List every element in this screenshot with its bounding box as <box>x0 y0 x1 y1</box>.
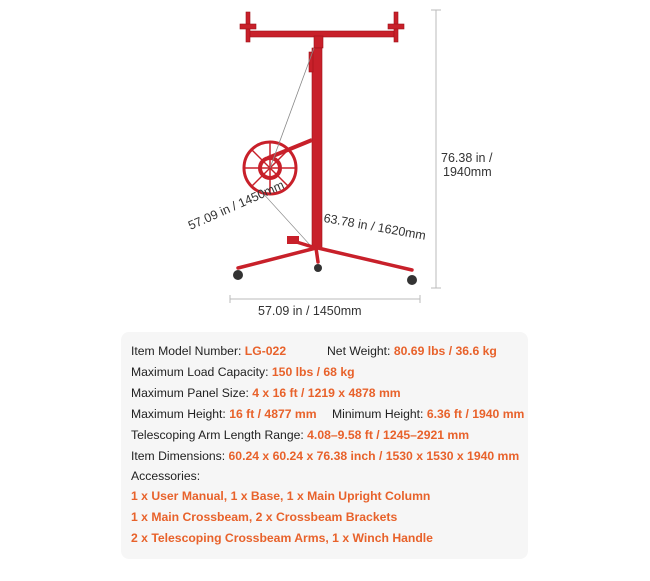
item-dimensions-value: 60.24 x 60.24 x 76.38 inch / 1530 x 1530 x 1940 mm <box>228 449 520 463</box>
model-number-label: Item Model Number: <box>131 344 245 358</box>
panel-size-value: 4 x 16 ft / 1219 x 4878 mm <box>252 386 401 400</box>
min-height-value: 6.36 ft / 1940 mm <box>426 407 525 421</box>
accessories-label: Accessories: <box>131 469 201 483</box>
load-capacity-label: Maximum Load Capacity: <box>131 365 272 379</box>
height-dimension-line2: 1940mm <box>443 165 492 180</box>
height-dimension-line <box>431 10 441 288</box>
panel-size-label: Maximum Panel Size: <box>131 386 253 400</box>
accessory-line-3: 2 x Telescoping Crossbeam Arms, 1 x Winch Handle <box>131 531 433 545</box>
spec-row-load <box>131 365 355 380</box>
spec-row-panel <box>131 386 401 401</box>
spec-row-dimensions <box>131 449 519 464</box>
accessory-line <box>131 531 433 546</box>
base-width-dimension-line <box>230 295 420 303</box>
height-dimension-label <box>441 151 492 180</box>
accessory-line-1: 1 x User Manual, 1 x Base, 1 x Main Upright Column <box>131 489 431 503</box>
spec-row-height <box>131 407 525 422</box>
accessory-line <box>131 489 430 504</box>
spec-row-model <box>131 344 497 359</box>
tripod-base <box>238 240 412 270</box>
arm-length-label: Telescoping Arm Length Range: <box>131 428 308 442</box>
left-diagonal-label: 57.09 in / 1450mm <box>186 177 287 233</box>
accessory-line <box>131 510 397 525</box>
spec-row-arm <box>131 428 469 443</box>
caster-wheels <box>233 264 417 285</box>
max-height-label: Maximum Height: <box>131 407 230 421</box>
specifications-card <box>121 332 528 559</box>
lift-frame <box>240 12 404 248</box>
accessories-heading <box>131 469 200 484</box>
model-number-value: LG-022 <box>244 344 287 358</box>
net-weight-label: Net Weight: <box>327 344 394 358</box>
height-dimension-line1: 76.38 in / <box>441 151 493 165</box>
load-capacity-value: 150 lbs / 68 kg <box>271 365 355 379</box>
max-height-value: 16 ft / 4877 mm <box>229 407 317 421</box>
base-width-label: 57.09 in / 1450mm <box>258 304 362 318</box>
item-dimensions-label: Item Dimensions: <box>131 449 229 463</box>
min-height-label: Minimum Height: <box>332 407 427 421</box>
right-diagonal-label: 63.78 in / 1620mm <box>322 211 427 243</box>
arm-length-value: 4.08–9.58 ft / 1245–2921 mm <box>307 428 470 442</box>
accessory-line-2: 1 x Main Crossbeam, 2 x Crossbeam Brackets <box>131 510 398 524</box>
net-weight-value: 80.69 lbs / 36.6 kg <box>393 344 497 358</box>
